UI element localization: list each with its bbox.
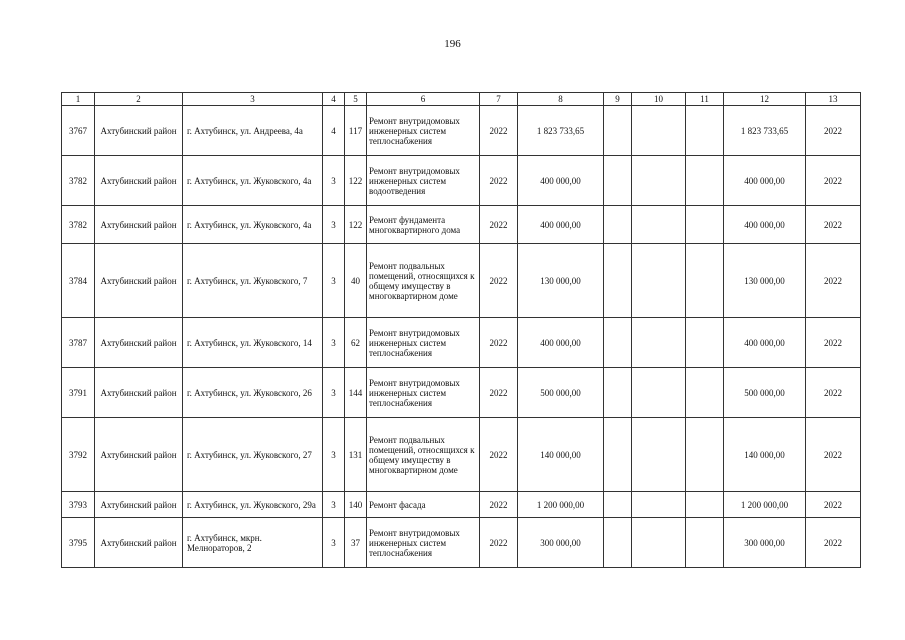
cell-end-year: 2022 — [806, 244, 861, 318]
cell-col11 — [686, 206, 724, 244]
cell-col5: 131 — [345, 418, 367, 492]
table-row — [62, 518, 861, 568]
cell-col9 — [604, 418, 632, 492]
table-row — [62, 368, 861, 418]
cell-col4: 3 — [323, 368, 345, 418]
column-header: 4 — [323, 93, 345, 106]
cell-address: г. Ахтубинск, ул. Жуковского, 26 — [183, 368, 323, 418]
column-header: 7 — [480, 93, 518, 106]
cell-work-type: Ремонт внутридомовых инженерных систем теплоснабжения — [367, 518, 480, 568]
cell-work-type: Ремонт подвальных помещений, относящихся к общему имуществу в многоквартирном доме — [367, 244, 480, 318]
cell-total: 130 000,00 — [724, 244, 806, 318]
cell-end-year: 2022 — [806, 106, 861, 156]
cell-total: 300 000,00 — [724, 518, 806, 568]
table-row — [62, 492, 861, 518]
cell-col4: 3 — [323, 518, 345, 568]
table-row — [62, 318, 861, 368]
cell-col10 — [632, 418, 686, 492]
header-row — [62, 93, 861, 106]
cell-address: г. Ахтубинск, ул. Жуковского, 29а — [183, 492, 323, 518]
cell-end-year: 2022 — [806, 418, 861, 492]
cell-col5: 117 — [345, 106, 367, 156]
cell-year: 2022 — [480, 368, 518, 418]
cell-year: 2022 — [480, 418, 518, 492]
cell-number: 3782 — [62, 206, 95, 244]
cell-work-type: Ремонт фасада — [367, 492, 480, 518]
cell-district: Ахтубинский район — [95, 368, 183, 418]
cell-year: 2022 — [480, 318, 518, 368]
cell-col11 — [686, 492, 724, 518]
cell-col9 — [604, 492, 632, 518]
cell-col10 — [632, 368, 686, 418]
cell-total: 1 200 000,00 — [724, 492, 806, 518]
table-row — [62, 418, 861, 492]
cell-col11 — [686, 244, 724, 318]
cell-end-year: 2022 — [806, 518, 861, 568]
column-header: 13 — [806, 93, 861, 106]
cell-col4: 3 — [323, 318, 345, 368]
cell-cost: 130 000,00 — [518, 244, 604, 318]
cell-address: г. Ахтубинск, ул. Андреева, 4а — [183, 106, 323, 156]
cell-cost: 500 000,00 — [518, 368, 604, 418]
cell-col10 — [632, 318, 686, 368]
cell-year: 2022 — [480, 518, 518, 568]
cell-total: 400 000,00 — [724, 206, 806, 244]
cell-year: 2022 — [480, 244, 518, 318]
cell-year: 2022 — [480, 156, 518, 206]
page-number: 196 — [444, 38, 461, 50]
cell-col9 — [604, 518, 632, 568]
cell-district: Ахтубинский район — [95, 206, 183, 244]
cell-total: 140 000,00 — [724, 418, 806, 492]
cell-cost: 400 000,00 — [518, 156, 604, 206]
cell-col11 — [686, 106, 724, 156]
cell-number: 3793 — [62, 492, 95, 518]
cell-end-year: 2022 — [806, 206, 861, 244]
cell-work-type: Ремонт внутридомовых инженерных систем теплоснабжения — [367, 368, 480, 418]
cell-total: 400 000,00 — [724, 318, 806, 368]
cell-cost: 1 200 000,00 — [518, 492, 604, 518]
cell-col4: 3 — [323, 418, 345, 492]
table-row — [62, 106, 861, 156]
cell-end-year: 2022 — [806, 492, 861, 518]
cell-col10 — [632, 244, 686, 318]
cell-address: г. Ахтубинск, ул. Жуковского, 4а — [183, 156, 323, 206]
cell-number: 3795 — [62, 518, 95, 568]
column-header: 9 — [604, 93, 632, 106]
column-header: 12 — [724, 93, 806, 106]
cell-district: Ахтубинский район — [95, 244, 183, 318]
cell-col11 — [686, 318, 724, 368]
cell-work-type: Ремонт подвальных помещений, относящихся к общему имуществу в многоквартирном доме — [367, 418, 480, 492]
column-header: 1 — [62, 93, 95, 106]
cell-col5: 62 — [345, 318, 367, 368]
cell-number: 3791 — [62, 368, 95, 418]
cell-col4: 4 — [323, 106, 345, 156]
cell-number: 3767 — [62, 106, 95, 156]
table-row — [62, 206, 861, 244]
cell-col11 — [686, 156, 724, 206]
cell-col5: 37 — [345, 518, 367, 568]
cell-address: г. Ахтубинск, ул. Жуковского, 27 — [183, 418, 323, 492]
cell-end-year: 2022 — [806, 368, 861, 418]
cell-col4: 3 — [323, 156, 345, 206]
cell-total: 500 000,00 — [724, 368, 806, 418]
cell-col5: 122 — [345, 156, 367, 206]
cell-col9 — [604, 206, 632, 244]
cell-col10 — [632, 156, 686, 206]
cell-col11 — [686, 418, 724, 492]
cell-number: 3782 — [62, 156, 95, 206]
cell-col9 — [604, 244, 632, 318]
cell-col9 — [604, 368, 632, 418]
column-header: 6 — [367, 93, 480, 106]
cell-total: 400 000,00 — [724, 156, 806, 206]
cell-col5: 40 — [345, 244, 367, 318]
cell-col4: 3 — [323, 206, 345, 244]
cell-cost: 1 823 733,65 — [518, 106, 604, 156]
cell-year: 2022 — [480, 206, 518, 244]
column-header: 2 — [95, 93, 183, 106]
column-header: 5 — [345, 93, 367, 106]
cell-col4: 3 — [323, 244, 345, 318]
column-header: 3 — [183, 93, 323, 106]
cell-district: Ахтубинский район — [95, 318, 183, 368]
cell-col10 — [632, 106, 686, 156]
cell-col5: 122 — [345, 206, 367, 244]
cell-cost: 140 000,00 — [518, 418, 604, 492]
cell-end-year: 2022 — [806, 156, 861, 206]
cell-address: г. Ахтубинск, ул. Жуковского, 4а — [183, 206, 323, 244]
cell-end-year: 2022 — [806, 318, 861, 368]
cell-number: 3792 — [62, 418, 95, 492]
cell-work-type: Ремонт внутридомовых инженерных систем теплоснабжения — [367, 106, 480, 156]
cell-address: г. Ахтубинск, мкрн. Мелнораторов, 2 — [183, 518, 323, 568]
cell-district: Ахтубинский район — [95, 156, 183, 206]
cell-col4: 3 — [323, 492, 345, 518]
cell-district: Ахтубинский район — [95, 106, 183, 156]
table-row — [62, 244, 861, 318]
cell-col10 — [632, 518, 686, 568]
cell-year: 2022 — [480, 492, 518, 518]
cell-work-type: Ремонт внутридомовых инженерных систем водоотведения — [367, 156, 480, 206]
cell-col5: 140 — [345, 492, 367, 518]
cell-district: Ахтубинский район — [95, 518, 183, 568]
cell-cost: 300 000,00 — [518, 518, 604, 568]
cell-col10 — [632, 492, 686, 518]
column-header: 10 — [632, 93, 686, 106]
cell-address: г. Ахтубинск, ул. Жуковского, 14 — [183, 318, 323, 368]
column-header: 8 — [518, 93, 604, 106]
cell-col9 — [604, 318, 632, 368]
cell-year: 2022 — [480, 106, 518, 156]
cell-col11 — [686, 368, 724, 418]
cell-district: Ахтубинский район — [95, 492, 183, 518]
cell-col10 — [632, 206, 686, 244]
cell-col11 — [686, 518, 724, 568]
cell-number: 3787 — [62, 318, 95, 368]
cell-cost: 400 000,00 — [518, 206, 604, 244]
cell-total: 1 823 733,65 — [724, 106, 806, 156]
capital-repair-table — [61, 92, 861, 568]
cell-cost: 400 000,00 — [518, 318, 604, 368]
cell-col5: 144 — [345, 368, 367, 418]
cell-col9 — [604, 106, 632, 156]
cell-col9 — [604, 156, 632, 206]
cell-work-type: Ремонт внутридомовых инженерных систем теплоснабжения — [367, 318, 480, 368]
cell-number: 3784 — [62, 244, 95, 318]
cell-district: Ахтубинский район — [95, 418, 183, 492]
column-header: 11 — [686, 93, 724, 106]
table-row — [62, 156, 861, 206]
cell-address: г. Ахтубинск, ул. Жуковского, 7 — [183, 244, 323, 318]
cell-work-type: Ремонт фундамента многоквартирного дома — [367, 206, 480, 244]
